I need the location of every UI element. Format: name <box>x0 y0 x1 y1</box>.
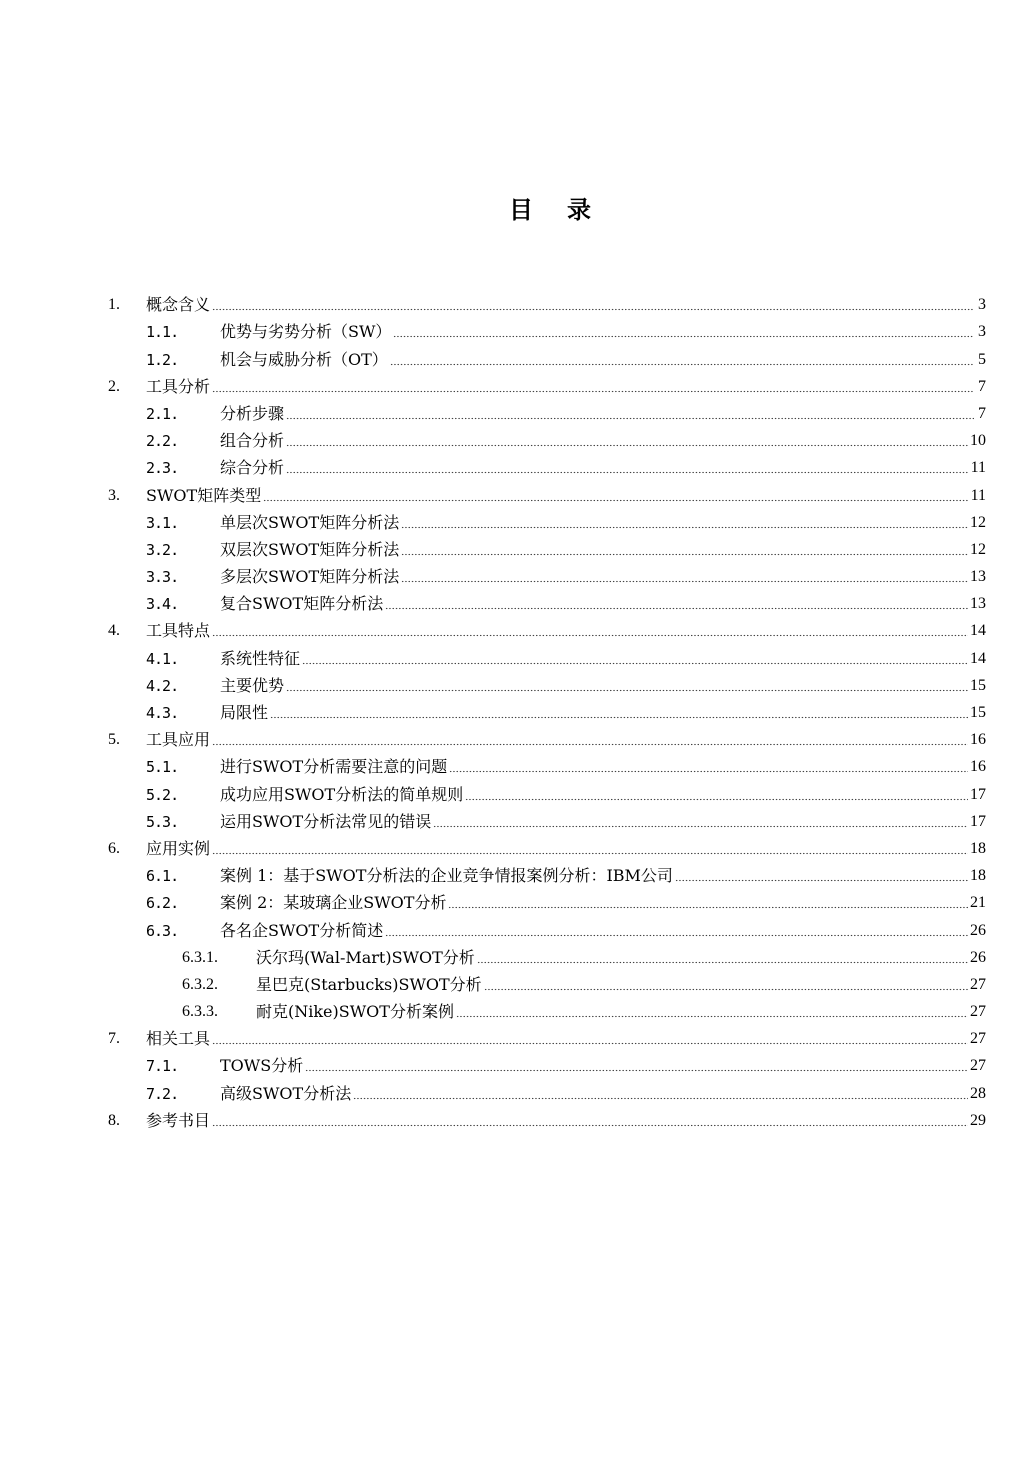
dot-leader <box>286 688 968 692</box>
toc-entry-number: 6.1. <box>146 867 179 886</box>
toc-entry-label: 各名企SWOT分析简述 <box>220 920 384 940</box>
toc-entry-page: 12 <box>970 513 986 531</box>
toc-entry-number: 3.4. <box>146 595 179 614</box>
dot-leader <box>477 960 968 964</box>
toc-entry-number: 7. <box>108 1030 120 1048</box>
dot-leader <box>390 362 974 366</box>
toc-entry-label: 多层次SWOT矩阵分析法 <box>220 567 400 587</box>
dot-leader <box>286 470 969 474</box>
toc-entry-page: 5 <box>978 350 986 368</box>
toc-entry-label: 成功应用SWOT分析法的简单规则 <box>220 784 464 804</box>
toc-entry-6-3-3[interactable] <box>108 996 986 1023</box>
toc-entry-label: 案例 2：某玻璃企业SWOT分析 <box>220 893 447 913</box>
toc-title <box>0 190 1036 225</box>
toc-entry-label: 优势与劣势分析（SW） <box>220 322 392 342</box>
dot-leader <box>401 525 968 529</box>
dot-leader <box>433 824 968 828</box>
toc-entry-label: SWOT矩阵类型 <box>146 485 262 505</box>
toc-entry-label: 进行SWOT分析需要注意的问题 <box>220 757 448 777</box>
toc-entry-page: 27 <box>970 1030 986 1048</box>
dot-leader <box>263 498 968 502</box>
toc-entry-2[interactable] <box>108 371 986 398</box>
toc-title-char: 录 <box>567 196 591 224</box>
toc-entry-1[interactable] <box>108 289 986 316</box>
toc-entry-4-3[interactable] <box>108 697 986 724</box>
toc-entry-7-2[interactable] <box>108 1077 986 1104</box>
toc-entry-label: 概念含义 <box>146 295 211 315</box>
dot-leader <box>353 1096 968 1100</box>
dot-leader <box>212 851 968 855</box>
toc-entry-label: 主要优势 <box>220 675 285 695</box>
toc-entry-2-1[interactable] <box>108 398 986 425</box>
toc-entry-label: 高级SWOT分析法 <box>220 1083 352 1103</box>
toc-entry-label: 分析步骤 <box>220 403 285 423</box>
toc-entry-page: 26 <box>970 921 986 939</box>
toc-entry-5[interactable] <box>108 724 986 751</box>
toc-entry-label: 综合分析 <box>220 458 285 478</box>
toc-entry-label: 运用SWOT分析法常见的错误 <box>220 811 432 831</box>
toc-entry-3-2[interactable] <box>108 534 986 561</box>
toc-entry-label: 双层次SWOT矩阵分析法 <box>220 539 400 559</box>
dot-leader <box>212 633 968 637</box>
dot-leader <box>270 715 968 719</box>
toc-entry-number: 4.3. <box>146 704 179 722</box>
toc-entry-label: TOWS分析 <box>220 1056 304 1076</box>
toc-entry-1-1[interactable] <box>108 316 986 343</box>
toc-entry-4-1[interactable] <box>108 642 986 669</box>
toc-entry-label: 系统性特征 <box>220 648 301 668</box>
toc-entry-number: 6.3.3. <box>182 1003 218 1021</box>
toc-entry-number: 6. <box>108 839 120 857</box>
toc-entry-page: 18 <box>970 839 986 857</box>
toc-entry-number: 6.3.2. <box>182 975 218 993</box>
dot-leader <box>385 933 968 937</box>
toc-entry-2-3[interactable] <box>108 452 986 479</box>
toc-entry-4-2[interactable] <box>108 670 986 697</box>
toc-entry-page: 27 <box>970 1003 986 1021</box>
toc-entry-3-3[interactable] <box>108 561 986 588</box>
toc-entry-page: 26 <box>970 948 986 966</box>
toc-entry-6-1[interactable] <box>108 860 986 887</box>
toc-entry-page: 7 <box>978 404 986 422</box>
toc-entry-6-3-2[interactable] <box>108 969 986 996</box>
toc-entry-page: 28 <box>970 1084 986 1102</box>
dot-leader <box>305 1068 968 1072</box>
toc-entry-label: 局限性 <box>220 703 269 722</box>
toc-entry-number: 3. <box>108 486 120 504</box>
toc-entry-page: 15 <box>970 676 986 694</box>
toc-entry-label: 案例 1：基于SWOT分析法的企业竞争情报案例分析：IBM公司 <box>220 866 673 886</box>
toc-entry-number: 5.2. <box>146 785 179 804</box>
toc-entry-3-1[interactable] <box>108 507 986 534</box>
dot-leader <box>393 334 974 338</box>
toc-entry-page: 17 <box>970 785 986 803</box>
toc-entry-label: 组合分析 <box>220 431 285 451</box>
toc-entry-6-2[interactable] <box>108 887 986 914</box>
toc-entry-page: 21 <box>970 894 986 912</box>
toc-entry-4[interactable] <box>108 615 986 642</box>
toc-entry-label: 工具分析 <box>146 376 211 396</box>
toc-entry-number: 4. <box>108 622 120 640</box>
toc-entry-label: 相关工具 <box>146 1029 211 1049</box>
toc-entry-page: 11 <box>970 459 986 477</box>
dot-leader <box>449 769 968 773</box>
toc-title-char: 目 <box>509 196 533 224</box>
dot-leader <box>302 661 968 665</box>
dot-leader <box>286 443 968 447</box>
toc-entry-number: 6.2. <box>146 894 179 913</box>
toc-entry-page: 18 <box>970 867 986 885</box>
toc-entry-number: 7.2. <box>146 1084 179 1103</box>
dot-leader <box>484 987 968 991</box>
toc-entry-page: 10 <box>970 432 986 450</box>
toc-entry-page: 27 <box>970 975 986 993</box>
toc-entry-label: 耐克(Nike)SWOT分析案例 <box>256 1002 454 1022</box>
dot-leader <box>212 1041 968 1045</box>
toc-entry-label: 工具应用 <box>146 730 211 750</box>
toc-entry-page: 13 <box>970 568 986 586</box>
toc-entry-page: 7 <box>978 377 986 395</box>
toc-entry-number: 3.1. <box>146 513 179 532</box>
toc-entry-page: 16 <box>970 758 986 776</box>
dot-leader <box>212 742 968 746</box>
dot-leader <box>675 878 968 882</box>
toc-entry-number: 2.1. <box>146 404 179 423</box>
toc-entry-page: 12 <box>970 540 986 558</box>
toc-entry-number: 5.3. <box>146 812 179 831</box>
toc-entry-page: 3 <box>978 323 986 341</box>
dot-leader <box>286 416 974 420</box>
dot-leader <box>212 389 974 393</box>
toc-entry-2-2[interactable] <box>108 425 986 452</box>
toc-entry-1-2[interactable] <box>108 343 986 370</box>
toc-entry-page: 13 <box>970 595 986 613</box>
toc-entry-8[interactable] <box>108 1105 986 1132</box>
table-of-contents <box>108 289 986 1132</box>
toc-entry-number: 1.2. <box>146 350 179 369</box>
toc-entry-7-1[interactable] <box>108 1050 986 1077</box>
toc-entry-page: 27 <box>970 1057 986 1075</box>
toc-entry-page: 16 <box>970 731 986 749</box>
toc-entry-label: 工具特点 <box>146 621 211 641</box>
toc-entry-page: 3 <box>978 296 986 314</box>
toc-entry-number: 7.1. <box>146 1057 179 1076</box>
dot-leader <box>401 579 968 583</box>
toc-entry-number: 3.3. <box>146 568 179 587</box>
toc-entry-page: 17 <box>970 812 986 830</box>
toc-entry-number: 4.2. <box>146 676 179 695</box>
toc-entry-number: 1.1. <box>146 323 179 342</box>
toc-entry-page: 14 <box>970 649 986 667</box>
dot-leader <box>456 1014 968 1018</box>
toc-entry-number: 2.3. <box>146 459 179 478</box>
dot-leader <box>212 307 974 311</box>
toc-entry-page: 14 <box>970 622 986 640</box>
dot-leader <box>401 552 968 556</box>
toc-entry-page: 11 <box>970 486 986 504</box>
toc-entry-3-4[interactable] <box>108 588 986 615</box>
toc-entry-6[interactable] <box>108 833 986 860</box>
toc-entry-number: 5.1. <box>146 758 179 777</box>
toc-entry-label: 参考书目 <box>146 1110 211 1130</box>
toc-entry-5-1[interactable] <box>108 751 986 778</box>
toc-entry-number: 1. <box>108 296 120 314</box>
toc-entry-label: 应用实例 <box>146 838 211 858</box>
toc-entry-number: 2.2. <box>146 432 179 451</box>
toc-entry-6-3[interactable] <box>108 914 986 941</box>
toc-entry-label: 复合SWOT矩阵分析法 <box>220 594 384 614</box>
toc-entry-6-3-1[interactable] <box>108 942 986 969</box>
toc-entry-number: 6.3. <box>146 921 179 940</box>
toc-entry-number: 5. <box>108 731 120 749</box>
toc-entry-label: 机会与威胁分析（OT） <box>220 349 388 369</box>
toc-entry-number: 4.1. <box>146 649 179 668</box>
toc-entry-5-2[interactable] <box>108 778 986 805</box>
toc-entry-3[interactable] <box>108 479 986 506</box>
dot-leader <box>465 797 968 801</box>
toc-entry-7[interactable] <box>108 1023 986 1050</box>
dot-leader <box>385 606 968 610</box>
toc-entry-number: 6.3.1. <box>182 948 218 966</box>
toc-entry-number: 3.2. <box>146 540 179 559</box>
toc-entry-page: 29 <box>970 1111 986 1129</box>
dot-leader <box>448 905 968 909</box>
toc-entry-label: 星巴克(Starbucks)SWOT分析 <box>256 974 482 994</box>
toc-entry-label: 沃尔玛(Wal-Mart)SWOT分析 <box>256 947 475 967</box>
toc-entry-number: 2. <box>108 377 120 395</box>
toc-entry-page: 15 <box>970 704 986 721</box>
toc-entry-number: 8. <box>108 1111 120 1129</box>
toc-entry-label: 单层次SWOT矩阵分析法 <box>220 512 400 532</box>
dot-leader <box>212 1123 968 1127</box>
toc-entry-5-3[interactable] <box>108 806 986 833</box>
